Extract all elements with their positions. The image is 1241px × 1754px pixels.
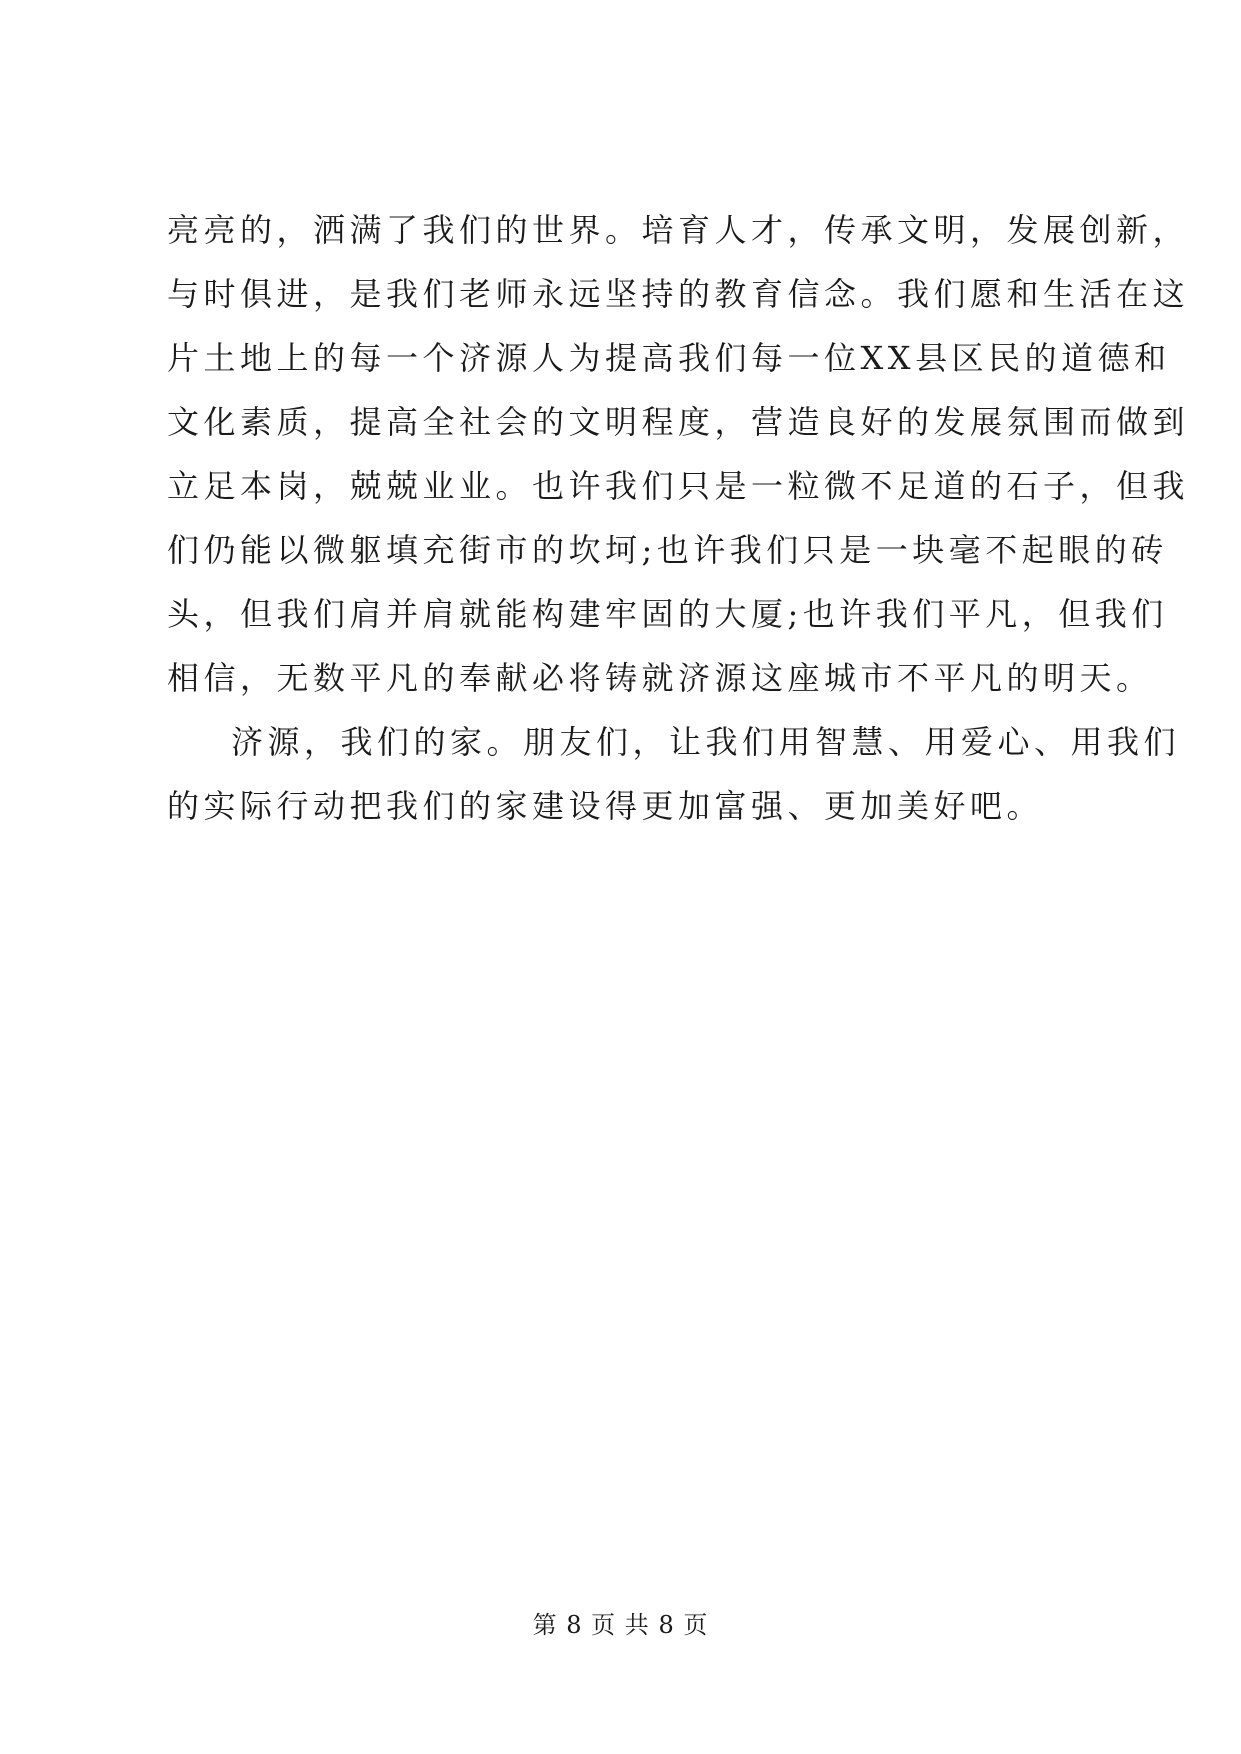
- document-body: [167, 198, 1190, 838]
- text-line: 与时俱进，是我们老师永远坚持的教育信念。我们愿和生活在这: [167, 275, 1190, 313]
- text-line: 立足本岗，兢兢业业。也许我们只是一粒微不足道的石子，但我: [167, 467, 1190, 505]
- text-line: 相信，无数平凡的奉献必将铸就济源这座城市不平凡的明天。: [167, 659, 1153, 697]
- text-line: 亮亮的，洒满了我们的世界。培育人才，传承文明，发展创新，: [167, 211, 1190, 249]
- text-line: 们仍能以微躯填充街市的坎坷;也许我们只是一块毫不起眼的砖: [167, 531, 1168, 569]
- text-line: 济源，我们的家。朋友们，让我们用智慧、用爱心、用我们: [231, 723, 1181, 761]
- text-line: 的实际行动把我们的家建设得更加富强、更加美好吧。: [167, 787, 1044, 825]
- text-line: 头，但我们肩并肩就能构建牢固的大厦;也许我们平凡，但我们: [167, 595, 1168, 633]
- page-number-footer: 第 8 页 共 8 页: [532, 1611, 709, 1639]
- text-line: 文化素质，提高全社会的文明程度，营造良好的发展氛围而做到: [167, 403, 1190, 441]
- text-line: 片土地上的每一个济源人为提高我们每一位XX县区民的道德和: [167, 339, 1171, 377]
